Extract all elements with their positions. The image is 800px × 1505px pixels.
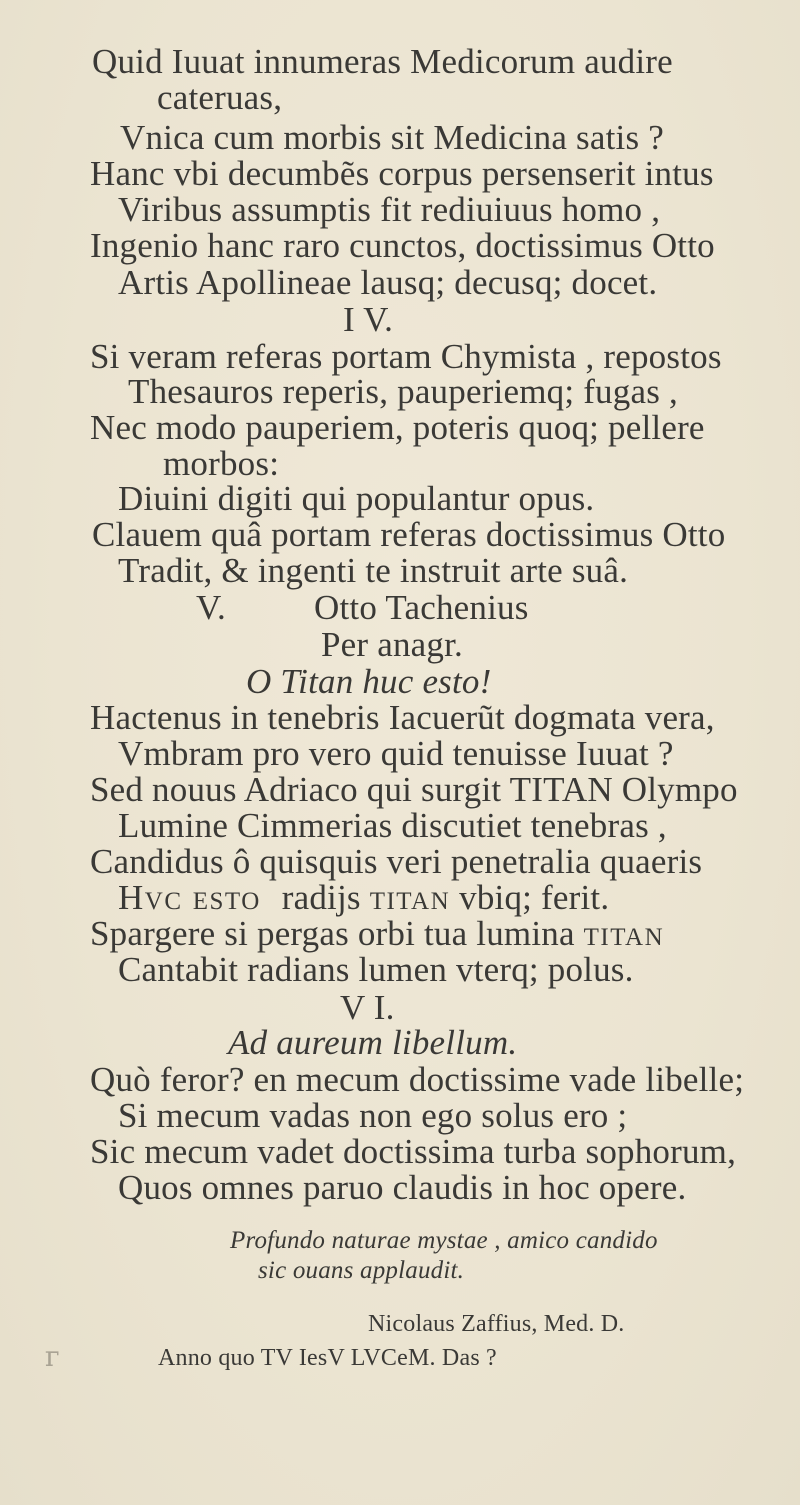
poem-line: Hactenus in tenebris Iacuerũt dogmata vera, <box>90 698 715 737</box>
poem-word: titan <box>583 914 665 953</box>
poem-line: Ingenio hanc raro cunctos, doctissimus Otto <box>90 226 715 265</box>
poem-line: Sic mecum vadet doctissima turba sophorum, <box>90 1132 737 1171</box>
poem-line <box>118 880 609 915</box>
poem-line: Si veram referas portam Chymista , repostos <box>90 337 722 376</box>
dedication-line: Profundo naturae mystae , amico candido <box>230 1227 658 1254</box>
anagram-text: O Titan huc esto! <box>246 662 492 701</box>
author-signature: Nicolaus Zaffius, Med. D. <box>368 1311 625 1337</box>
poem-line: Cantabit radians lumen vterq; polus. <box>118 950 634 989</box>
poem-line: morbos: <box>163 444 280 483</box>
poem-word: Hvc esto <box>118 878 261 917</box>
poem-line: Diuini digiti qui populantur opus. <box>118 479 595 518</box>
section-heading: Ad aureum libellum. <box>228 1023 518 1062</box>
poem-line: Candidus ô quisquis veri penetralia quaeris <box>90 842 703 881</box>
poem-line: Quos omnes paruo claudis in hoc opere. <box>118 1168 687 1207</box>
anagram-name: Otto Tachenius <box>314 588 529 627</box>
poem-line: Thesauros reperis, pauperiemq; fugas , <box>128 372 678 411</box>
dedication-line: sic ouans applaudit. <box>258 1257 465 1284</box>
poem-line: Nec modo pauperiem, poteris quoq; pellere <box>90 408 705 447</box>
poem-word: vbiq; ferit. <box>459 878 610 917</box>
poem-line: cateruas, <box>157 78 283 117</box>
poem-line: Viribus assumptis fit rediuiuus homo , <box>118 190 661 229</box>
poem-line: Quid Iuuat innumeras Medicorum audire <box>92 42 673 81</box>
poem-line: Sed nouus Adriaco qui surgit TITAN Olympo <box>90 770 738 809</box>
poem-line: Hanc vbi decumbẽs corpus persenserit intus <box>90 154 714 193</box>
poem-line: Tradit, & ingenti te instruit arte suâ. <box>118 551 629 590</box>
poem-line: Vmbram pro vero quid tenuisse Iuuat ? <box>118 734 674 773</box>
poem-line: Si mecum vadas non ego solus ero ; <box>118 1096 628 1135</box>
poem-line: Clauem quâ portam referas doctissimus Otto <box>92 515 726 554</box>
poem-word: titan <box>369 878 451 917</box>
poem-line: Vnica cum morbis sit Medicina satis ? <box>120 118 664 157</box>
chronogram-line: Anno quo TV IesV LVCeM. Das ? <box>158 1345 497 1371</box>
poem-word: radijs <box>281 878 361 917</box>
poem-line: Lumine Cimmerias discutiet tenebras , <box>118 806 667 845</box>
section-number: V I. <box>340 988 395 1027</box>
poem-line <box>90 916 664 951</box>
poem-line: Quò feror? en mecum doctissime vade libelle; <box>90 1060 745 1099</box>
anagram-label: Per anagr. <box>321 625 463 664</box>
poem-word: Spargere si pergas orbi tua lumina <box>90 914 575 953</box>
section-number: I V. <box>343 300 394 339</box>
poem-line: Artis Apollineae lausq; decusq; docet. <box>118 263 658 302</box>
margin-mark: ᴦ <box>45 1340 60 1373</box>
section-number: V. <box>196 588 226 627</box>
